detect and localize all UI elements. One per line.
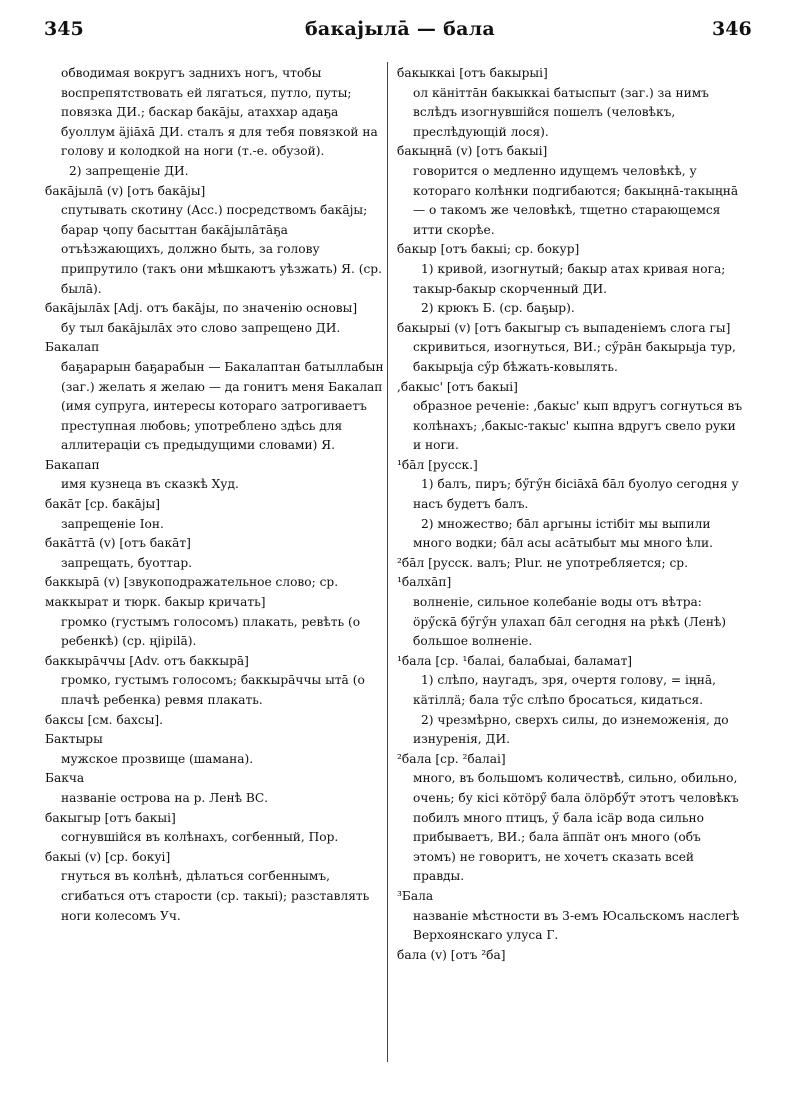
entry-definition: волненіе, сильное колебаніе воды отъ вѣтра: öрӳскā бӳгӳн улахап бāл сегодня на рѣкѣ (Ленѣ) большое волненіе. — [413, 595, 727, 649]
page-number-right: 346 — [712, 18, 752, 40]
entry-definition: образное реченіе: ,бакыс' кып вдругъ согнуться въ колѣнахъ; ,бакыс-такыс' кыпна вдругъ свело руки и ноги. — [413, 399, 743, 453]
entry-headword: ¹бāл [русск.] — [397, 457, 478, 472]
entry-definition: громко, густымъ голосомъ; баккырāччы ытā (о плачѣ ребенка) ревмя плакать. — [61, 673, 365, 707]
entry-headword: баккырāччы [Adv. отъ баккырā] — [45, 653, 249, 668]
entry-headword: ²бāл [русск. валъ; Plur. не употребляется; ср. ¹балхāп] — [397, 555, 688, 590]
entry-headword: бала (v) [отъ ²ба] — [397, 947, 506, 962]
entry-headword: бакырыi (v) [отъ бакыгыр съ выпаденіемъ слога гы] — [397, 320, 731, 335]
entry-definition: 1) слѣпо, наугадъ, зря, очертя голову, = iңнā, кäтiллä; бала тӳс слѣпо бросаться, кидаться. — [413, 673, 716, 707]
entry-definition: 2) чрезмѣрно, сверхъ силы, до изнеможенія, до изнуренія, ДИ. — [413, 712, 729, 747]
entry-headword: бакыңнā (v) [отъ бакыi] — [397, 144, 548, 159]
entry-definition: названіе мѣстности въ 3-емъ Юсальскомъ наслегѣ Верхоянскаго улуса Г. — [413, 908, 740, 943]
entry-definition: много, въ большомъ количествѣ, сильно, обильно, очень; бу кiсi кöтöрӳ бала öлöрбӳт этотъ человѣкъ побилъ много птицъ, ӳ бала iсäр вода сильно прибываетъ, ВИ.; бала äппäт онъ много (объ этомъ) не говоритъ, не хочетъ сказать всей правды. — [413, 771, 739, 884]
entry-definition: названіе острова на р. Ленѣ ВС. — [61, 790, 269, 805]
entry-headword: баксы [см. бахсы]. — [45, 712, 164, 727]
entry-definition: запрещеніе Іон. — [61, 516, 164, 531]
entry-definition: 2) запрещеніе ДИ. — [69, 163, 189, 178]
entry-headword: ,бакыс' [отъ бакыi] — [397, 379, 518, 394]
entry-headword: бакыгыр [отъ бакыi] — [45, 810, 176, 825]
entry-definition: гнуться въ колѣнѣ, дѣлаться согбеннымъ, сгибаться отъ старости (ср. такыi); разставлять ноги колесомъ Уч. — [61, 869, 370, 923]
entry-definition: мужское прозвище (шамана). — [61, 751, 254, 766]
entry-headword: бакāттā (v) [отъ бакāт] — [45, 536, 191, 551]
entry-headword: Бакапап — [45, 457, 100, 472]
entry-definition: 2) множество; бāл аргыны iстiбiт мы выпили много водки; бāл асы асāтыбыт мы много ѣли. — [413, 516, 713, 551]
entry-definition: имя кузнеца въ сказкѣ Худ. — [61, 477, 239, 492]
entry-definition: ол кäнiттāн бакыккаi батыспыт (заг.) за нимъ вслѣдъ изогнувшійся пошелъ (человѣкъ, преслѣдующій лося). — [413, 85, 709, 139]
entry-definition: спутывать скотину (Acc.) посредствомъ бакājы; барар ҷопу басыттан бакājылāтāҕа отъѣзжающихъ, должно быть, за голову припрутило (такъ они мѣшкаютъ уѣзжать) Я. (ср. былā). — [61, 203, 382, 296]
entry-definition: баҕарарын баҕарабын — Бакалаптан батыллабын (заг.) желать я желаю — да гонитъ меня Бакалап (имя супруга, интересы котораго затрогиваетъ преступная любовь; употреблено здѣсь для аллитераціи съ предыдущими словами) Я. — [61, 359, 384, 453]
entry-headword: баккырā (v) [звукоподражательное слово; ср. маккырат и тюрк. бакыр кричать] — [45, 575, 339, 610]
entry-headword: бакājылāх [Adj. отъ бакājы, по значенію основы] — [45, 301, 358, 316]
entry-definition: скривиться, изогнуться, ВИ.; сӳрāн бакырыjа тур, бакырыjа сӳр бѣжать-ковылять. — [413, 340, 736, 374]
entry-headword: Бакалап — [45, 340, 100, 355]
page-number-left: 345 — [44, 18, 84, 40]
entry-headword: ¹бала [ср. ¹балаi, балабыаi, баламат] — [397, 653, 633, 668]
entry-definition: 1) балъ, пиръ; бӳгӳн бiсiāхā бāл буолуо сегодня у насъ будетъ балъ. — [413, 477, 739, 512]
entry-definition: громко (густымъ голосомъ) плакать, ревѣть (о ребенкѣ) (ср. ңjipilā). — [61, 614, 361, 649]
entry-definition: согнувшійся въ колѣнахъ, согбенный, Пор. — [61, 830, 339, 845]
entry-definition: бу тыл бакājылāх это слово запрещено ДИ. — [61, 320, 341, 335]
left-column — [45, 64, 389, 926]
entry-headword: Бакча — [45, 771, 85, 786]
entry-headword: ³Бала — [397, 888, 434, 903]
entry-definition: говорится о медленно идущемъ человѣкѣ, у котораго колѣнки подгибаются; бакыңнā-такыңнā — о такомъ же человѣкѣ, тщетно старающемся итти скорѣе. — [413, 163, 739, 237]
entry-definition: обводимая вокругъ заднихъ ногъ, чтобы воспрепятствовать ей лягаться, путло, путы; повязка ДИ.; баскар бакājы, атаххар адаҕа буоллум ӓjiāхā ДИ. сталъ я для тебя повязкой на голову и колодкой на ноги (т.-е. обузой). — [61, 66, 378, 159]
entry-headword: бакыккаi [отъ бакырыi] — [397, 66, 548, 80]
running-title: бакаjылā — бала — [304, 18, 496, 40]
entry-headword: бакыр [отъ бакыi; ср. бокур] — [397, 242, 580, 257]
entry-headword: бакāт [ср. бакājы] — [45, 497, 160, 512]
entry-definition: 2) крюкъ Б. (ср. баҕыр). — [421, 301, 575, 316]
entry-definition: 1) кривой, изогнутый; бакыр атах кривая нога; такыр-бакыр скорченный ДИ. — [413, 261, 726, 296]
entry-definition: запрещать, буоттар. — [61, 555, 193, 570]
entry-headword: Бактыры — [45, 732, 103, 747]
entry-headword: ²бала [ср. ²балаi] — [397, 751, 506, 766]
entry-headword: бакājылā (v) [отъ бакājы] — [45, 183, 206, 198]
entry-headword: бакыi (v) [ср. бокуi] — [45, 849, 171, 864]
right-column — [397, 64, 745, 965]
